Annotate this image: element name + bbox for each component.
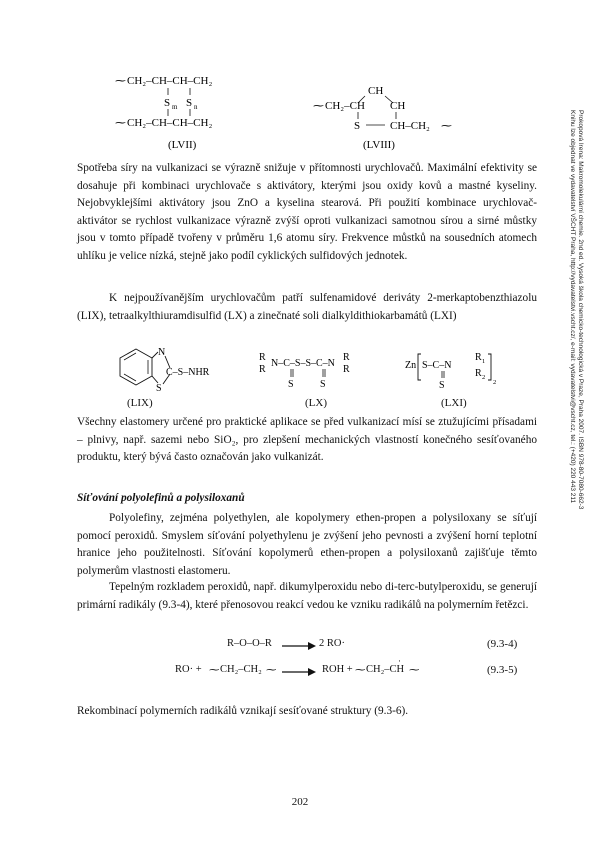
structure-lvii [115, 68, 275, 158]
sidebar-citation [570, 110, 584, 570]
lix-s: S [156, 383, 162, 394]
lviii-bottom-right: CH–CH₂ [390, 120, 430, 132]
paragraph-3: Všechny elastomery určené pro praktické aplikace se před vulkanizací mísí se ztužujícími přísadami – plnivy, např. sazemi nebo SiO₂, pro zlepšení mechanických vlastností konečného sesíťovaného produktu, který bývá často označován jako vulkanizát. [77, 416, 537, 464]
lvii-bottom-chain: CH₂–CH–CH–CH₂ [127, 117, 213, 129]
lvii-top-chain: CH₂–CH–CH–CH₂ [127, 75, 213, 87]
eq2-right: ROH + [322, 664, 353, 675]
svg-text:R: R [475, 352, 482, 363]
paragraph-4: Polyolefiny, zejména polyethylen, ale kopolymery ethen-propen a polysiloxany se síťují pomocí peroxidů. Smyslem síťování polyethylenu je zvýšení jeho pevnosti a zvýšení horní teplotní hranice jeho použitelnosti. Síťování kopolymerů ethen-propen a polysiloxanů zajišťuje těmto polymerům vlastnosti elastomeru. [77, 512, 537, 577]
svg-text:S: S [288, 379, 294, 390]
svg-text:N–C–S–S–C–N: N–C–S–S–C–N [271, 358, 335, 369]
lviii-label: (LVIII) [363, 139, 395, 151]
eq2-left: RO· + [175, 664, 202, 675]
lviii-top-ch: CH [368, 85, 384, 97]
reaction-arrow-icon [282, 641, 316, 651]
wavy-bond-icon: ⁓ [266, 665, 277, 676]
structure-lxi [405, 348, 515, 400]
lvii-s-left-sub: m [172, 103, 178, 111]
svg-text:Zn: Zn [405, 360, 417, 371]
structure-lviii [313, 78, 473, 158]
svg-text:1: 1 [482, 358, 486, 365]
lvii-label: (LVII) [168, 139, 197, 151]
page-number: 202 [291, 796, 309, 808]
svg-text:S–C–N: S–C–N [422, 360, 452, 371]
lix-label: (LIX) [127, 397, 153, 409]
sidebar-line-2: Knihu lze objednat ve vydavatelství VŠCHT Praha, http://vydavatelstvi.vscht.cz/, e-mail: vydavatelstvi@vscht.cz, tel.: (+420) 220 443 211 [569, 110, 577, 504]
svg-text:R: R [259, 364, 266, 375]
svg-text:R: R [259, 352, 266, 363]
svg-text:R: R [475, 368, 482, 379]
svg-text:2: 2 [493, 379, 497, 386]
lvii-s-left: S [164, 97, 171, 109]
paragraph-1: Spotřeba síry na vulkanizaci se výrazně snižuje v přítomnosti urychlovačů. Maximální efektivity se dosahuje při kombinaci urychlovače s aktivátory, kterými jsou oxidy kovů a mastné kyseliny. Nejobvyklejšími aktivátory jsou ZnO a kyselina stearová. Při použití kombinace urychlovač-aktivátor se rychlost vulkanizace výrazně zvýší oproti vulkanizaci samotnou sírou a sirné můstky jsou v tomto případě tvořeny v průměru 1,6 atomu síry. Frekvence můstků na sousedních atomech uhlíku je velice nízká, stejně jako podíl cyklických sulfidových jednotek. [77, 162, 537, 262]
lix-n: N [158, 347, 166, 358]
paragraph-5: Tepelným rozkladem peroxidů, např. dikumylperoxidu nebo di-terc-butylperoxidu, se generují primární radikály (9.3-4), které přenosovou reakcí vedou ke vzniku radikálů na polymerním řetězci. [77, 581, 537, 611]
structure-lx [257, 350, 377, 400]
svg-text:S: S [439, 380, 445, 391]
wavy-bond-icon: ⁓ [313, 100, 324, 112]
lvii-s-right: S [186, 97, 193, 109]
lvii-s-right-sub: n [194, 103, 198, 111]
svg-text:R: R [343, 352, 350, 363]
paragraph-6: Rekombinací polymerních radikálů vznikají sesíťované struktury (9.3-6). [77, 705, 409, 717]
reaction-arrow-icon [282, 667, 316, 677]
lviii-s: S [354, 120, 361, 132]
svg-text:R: R [343, 364, 350, 375]
wavy-bond-icon: ⁓ [115, 117, 126, 129]
eq2-mid: CH₂–CH₂ [220, 664, 262, 675]
wavy-bond-icon: ⁓ [209, 665, 220, 676]
wavy-bond-icon: ⁓ [355, 665, 366, 676]
svg-text:2: 2 [482, 374, 486, 381]
eq1-left: R–O–O–R [227, 638, 272, 649]
eq2-end: CH₂–CH [366, 664, 405, 675]
lxi-label: (LXI) [441, 397, 467, 409]
lviii-mid-right: CH [390, 100, 406, 112]
eq1-number: (9.3-4) [487, 638, 518, 650]
structure-lix [100, 346, 240, 416]
lx-label: (LX) [305, 397, 327, 409]
eq1-right: 2 RO· [319, 638, 345, 649]
lviii-mid-left: CH₂–CH [325, 100, 365, 112]
paragraph-2: K nejpoužívanějším urychlovačům patří sulfenamidové deriváty 2-merkaptobenzthiazolu (LIX), tetraalkylthiuramdisulfid (LX) a zinečnaté soli dialkyldithiokarbamátů (LXI) [77, 292, 537, 322]
section-heading: Síťování polyolefinů a polysiloxanů [77, 492, 245, 504]
eq2-number: (9.3-5) [487, 664, 518, 676]
wavy-bond-icon: ⁓ [115, 75, 126, 87]
wavy-bond-icon: ⁓ [409, 665, 420, 676]
lix-chain: C–S–NHR [166, 367, 210, 378]
wavy-bond-icon: ⁓ [441, 120, 452, 132]
svg-text:S: S [320, 379, 326, 390]
radical-dot: · [398, 656, 401, 666]
sidebar-line-1: Prokopová Irena: Makromolekulární chemie. 2nd ed. Vysoká škola chemicko-technologická v Praze, Praha 2007. ISBN 978-80-7080-662-3 [577, 110, 584, 510]
